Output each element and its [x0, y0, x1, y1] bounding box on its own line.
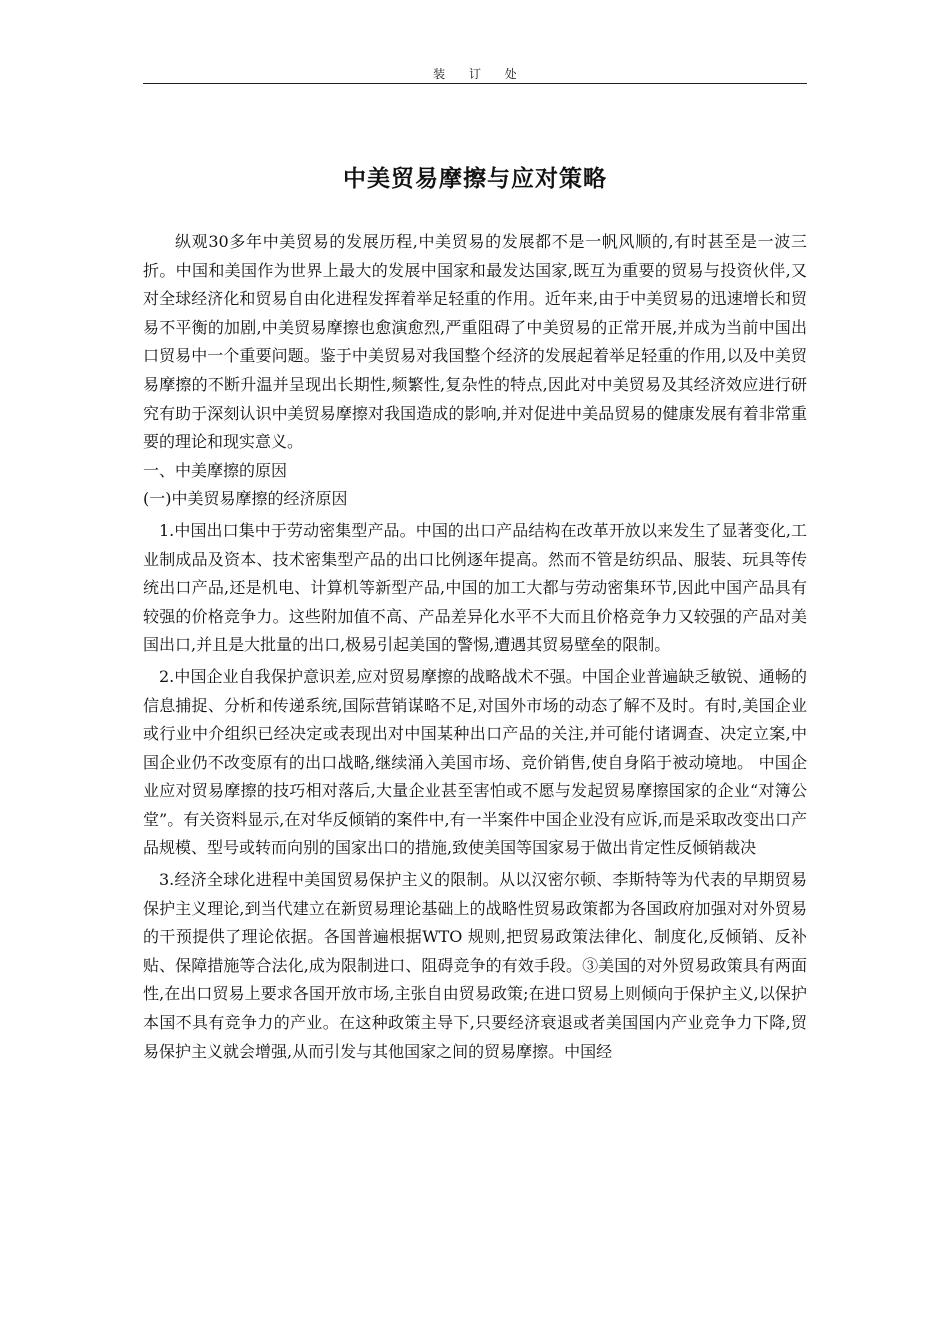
point-paragraph-1: 1.中国出口集中于劳动密集型产品。中国的出口产品结构在改革开放以来发生了显著变化,工业制成品及资本、技术密集型产品的出口比例逐年提高。然而不管是纺织品、服装、玩具等传统出口产品,还是机电、计算机等新型产品,中国的加工大都与劳动密集环节,因此中国产品具有较强的价格竞争力。这些附加值不高、产品差异化水平不大而且价格竞争力又较强的产品对美国出口,并且是大批量的出口,极易引起美国的警惕,遭遇其贸易壁垒的限制。 — [143, 520, 807, 655]
point-paragraph-2: 2.中国企业自我保护意识差,应对贸易摩擦的战略战术不强。中国企业普遍缺乏敏锐、通畅的信息捕捉、分析和传递系统,国际营销谋略不足,对国外市场的动态了解不及时。有时,美国企业或行业中介组织已经决定或表现出对中国某种出口产品的关注,并可能付诸调查、决定立案,中国企业仍不改变原有的出口战略,继续涌入美国市场、竞价销售,使自身陷于被动境地。 中国企业应对贸易摩擦的技巧相对落后,大量企业甚至害怕或不愿与发起贸易摩擦国家的企业“对簿公堂”。有关资料显示,在对华反倾销的案件中,有一半案件中国企业没有应诉,而是采取改变出口产品规模、型号或转而向别的国家出口的措施,致使美国等国家易于做出肯定性反倾销裁决 — [143, 666, 807, 858]
document-title: 中美贸易摩擦与应对策略 — [343, 166, 607, 192]
intro-paragraph: 纵观30多年中美贸易的发展历程,中美贸易的发展都不是一帆风顺的,有时甚至是一波三折。中国和美国作为世界上最大的发展中国家和最发达国家,既互为重要的贸易与投资伙伴,又对全球经济化和贸易自由化进程发挥着举足轻重的作用。近年来,由于中美贸易的迅速增长和贸易不平衡的加剧,中美贸易摩擦也愈演愈烈,严重阻碍了中美贸易的正常开展,并成为当前中国出口贸易中一个重要问题。鉴于中美贸易对我国整个经济的发展起着举足轻重的作用,以及中美贸易摩擦的不断升温并呈现出长期性,频繁性,复杂性的特点,因此对中美贸易及其经济效应进行研究有助于深刻认识中美贸易摩擦对我国造成的影响,并对促进中美品贸易的健康发展有着非常重要的理论和现实意义。 — [143, 232, 807, 452]
document-body — [143, 228, 807, 1066]
section-heading: 一、中美摩擦的原因 — [143, 460, 288, 480]
binding-header — [143, 66, 807, 84]
subsection-heading: (一)中美贸易摩擦的经济原因 — [143, 489, 348, 509]
point-paragraph-3: 3.经济全球化进程中美国贸易保护主义的限制。从以汉密尔顿、李斯特等为代表的早期贸易保护主义理论,到当代建立在新贸易理论基础上的战略性贸易政策都为各国政府加强对对外贸易的干预提供了理论依据。各国普遍根据WTO 规则,把贸易政策法律化、制度化,反倾销、反补贴、保障措施等合法化,成为限制进口、阻碍竞争的有效手段。③美国的对外贸易政策具有两面性,在出口贸易上要求各国开放市场,主张自由贸易政策;在进口贸易上则倾向于保护主义,以保护本国不具有竞争力的产业。在这种政策主导下,只要经济衰退或者美国国内产业竞争力下降,贸易保护主义就会增强,从而引发与其他国家之间的贸易摩擦。中国经 — [143, 870, 807, 1061]
binding-label: 装 订 处 — [433, 67, 527, 81]
header-rule — [143, 83, 807, 84]
